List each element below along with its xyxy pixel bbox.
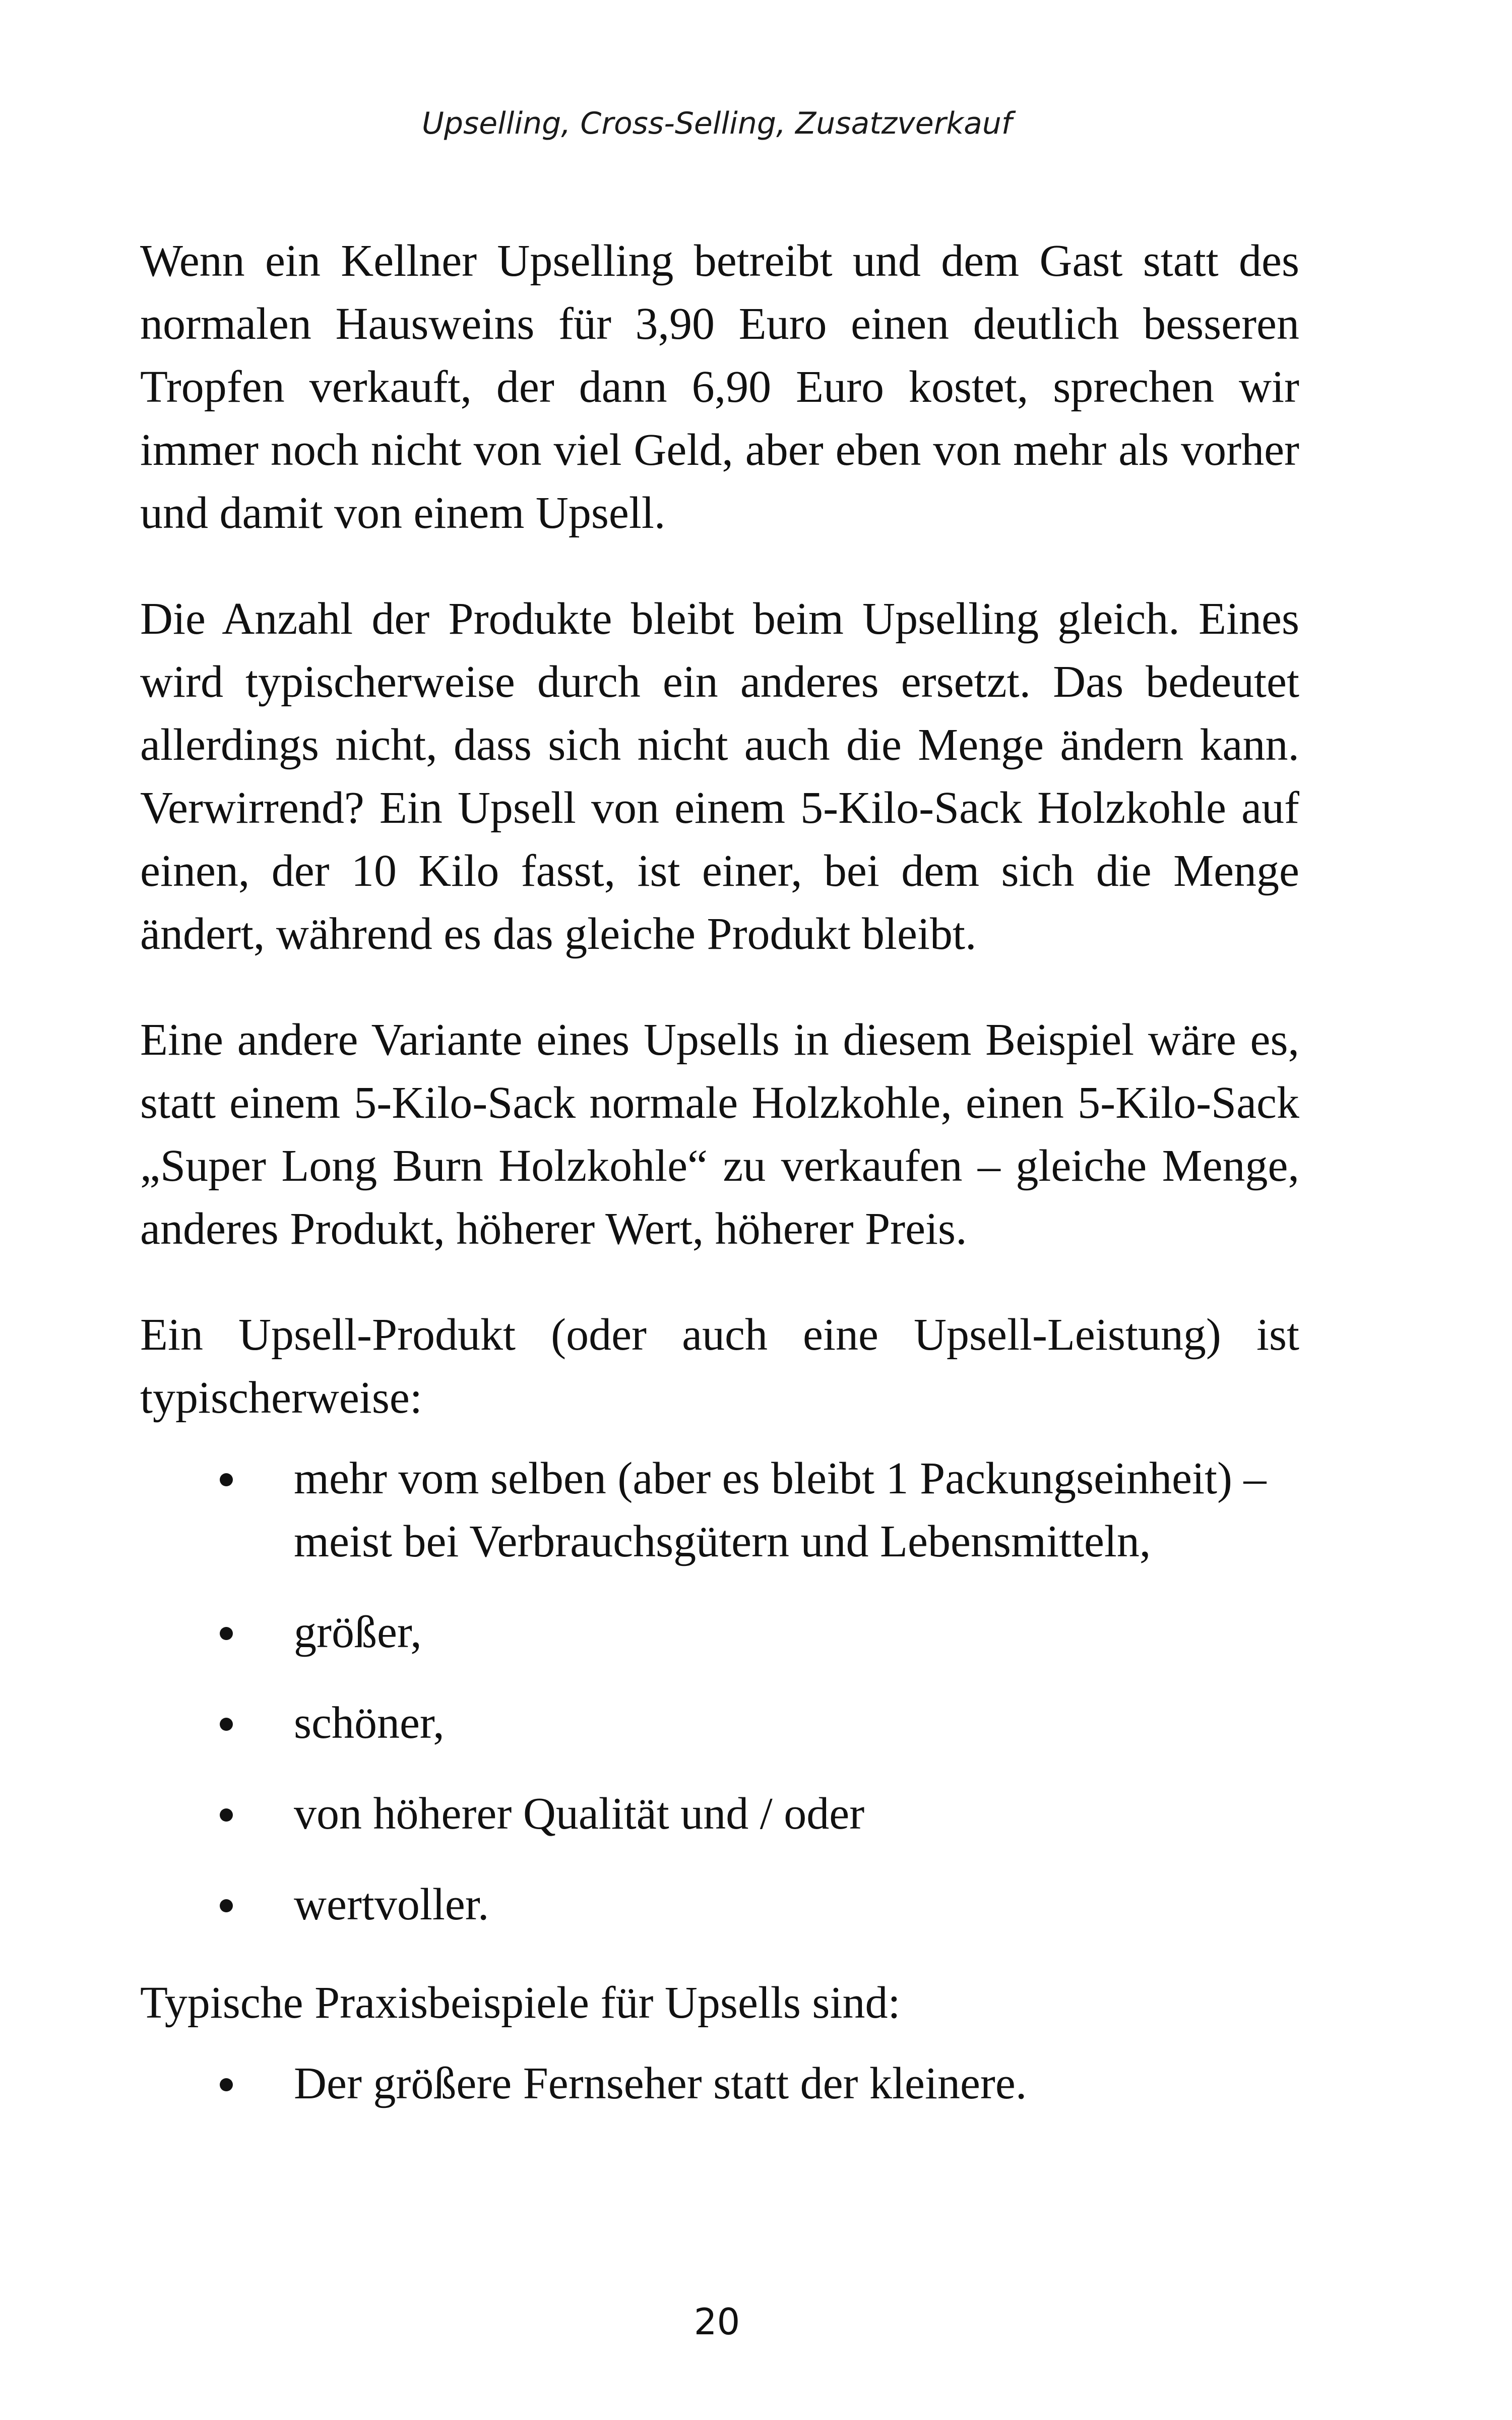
paragraph: Die Anzahl der Produkte bleibt beim Upselling gleich. Eines wird typischerweise durch ein anderes ersetzt. Das bedeutet allerdings nicht, dass sich nicht auch die Menge ändern kann. Verwirrend? Ein Upsell von einem 5-Kilo-Sack Holzkohle auf einen, der 10 Kilo fasst, ist einer, bei dem sich die Menge ändert, während es das gleiche Produkt bleibt. bbox=[140, 594, 1299, 959]
list-item bbox=[140, 2052, 1299, 2115]
list-item-text: mehr vom selben (aber es bleibt 1 Packungseinheit) – meist bei Verbrauchsgütern und Lebensmitteln, bbox=[294, 1454, 1267, 1566]
bullet-icon bbox=[220, 2078, 233, 2091]
bullet-icon bbox=[220, 1808, 233, 1822]
upsell-list-intro: Ein Upsell-Produkt (oder auch eine Upsell-Leistung) ist typischerweise: bbox=[140, 1310, 1299, 1423]
paragraph: Wenn ein Kellner Upselling betreibt und dem Gast statt des normalen Hausweins für 3,90 Euro einen deutlich besseren Tropfen verkauft, der dann 6,90 Euro kostet, sprechen wir immer noch nicht von viel Geld, aber eben von mehr als vorher und damit von einem Upsell. bbox=[140, 236, 1299, 538]
bullet-icon bbox=[220, 1899, 233, 1912]
list-item-text: größer, bbox=[294, 1607, 422, 1657]
list-item-text: von höherer Qualität und / oder bbox=[294, 1789, 865, 1839]
upsell-examples-list bbox=[140, 2052, 1299, 2115]
paragraph: Eine andere Variante eines Upsells in diesem Beispiel wäre es, statt einem 5-Kilo-Sack normale Holzkohle, einen 5-Kilo-Sack „Super Long Burn Holzkohle“ zu verkaufen – gleiche Menge, anderes Produkt, höherer Wert, höherer Preis. bbox=[140, 1015, 1299, 1254]
bullet-icon bbox=[220, 1627, 233, 1640]
bullet-icon bbox=[220, 1473, 233, 1486]
list-item bbox=[140, 1782, 1299, 1845]
list-item bbox=[140, 1691, 1299, 1754]
upsell-characteristics-list bbox=[140, 1447, 1299, 1936]
bullet-icon bbox=[220, 1718, 233, 1731]
list-item-text: schöner, bbox=[294, 1698, 445, 1748]
list-item bbox=[140, 1873, 1299, 1936]
examples-list-intro: Typische Praxisbeispiele für Upsells sind: bbox=[140, 1978, 901, 2028]
list-item-text: wertvoller. bbox=[294, 1880, 489, 1929]
running-header: Upselling, Cross-Selling, Zusatzverkauf bbox=[421, 106, 1013, 141]
list-item bbox=[140, 1447, 1299, 1573]
list-item bbox=[140, 1601, 1299, 1664]
page-number: 20 bbox=[694, 2301, 740, 2343]
page-body bbox=[140, 229, 1299, 2150]
list-item-text: Der größere Fernseher statt der kleinere. bbox=[294, 2059, 1027, 2108]
